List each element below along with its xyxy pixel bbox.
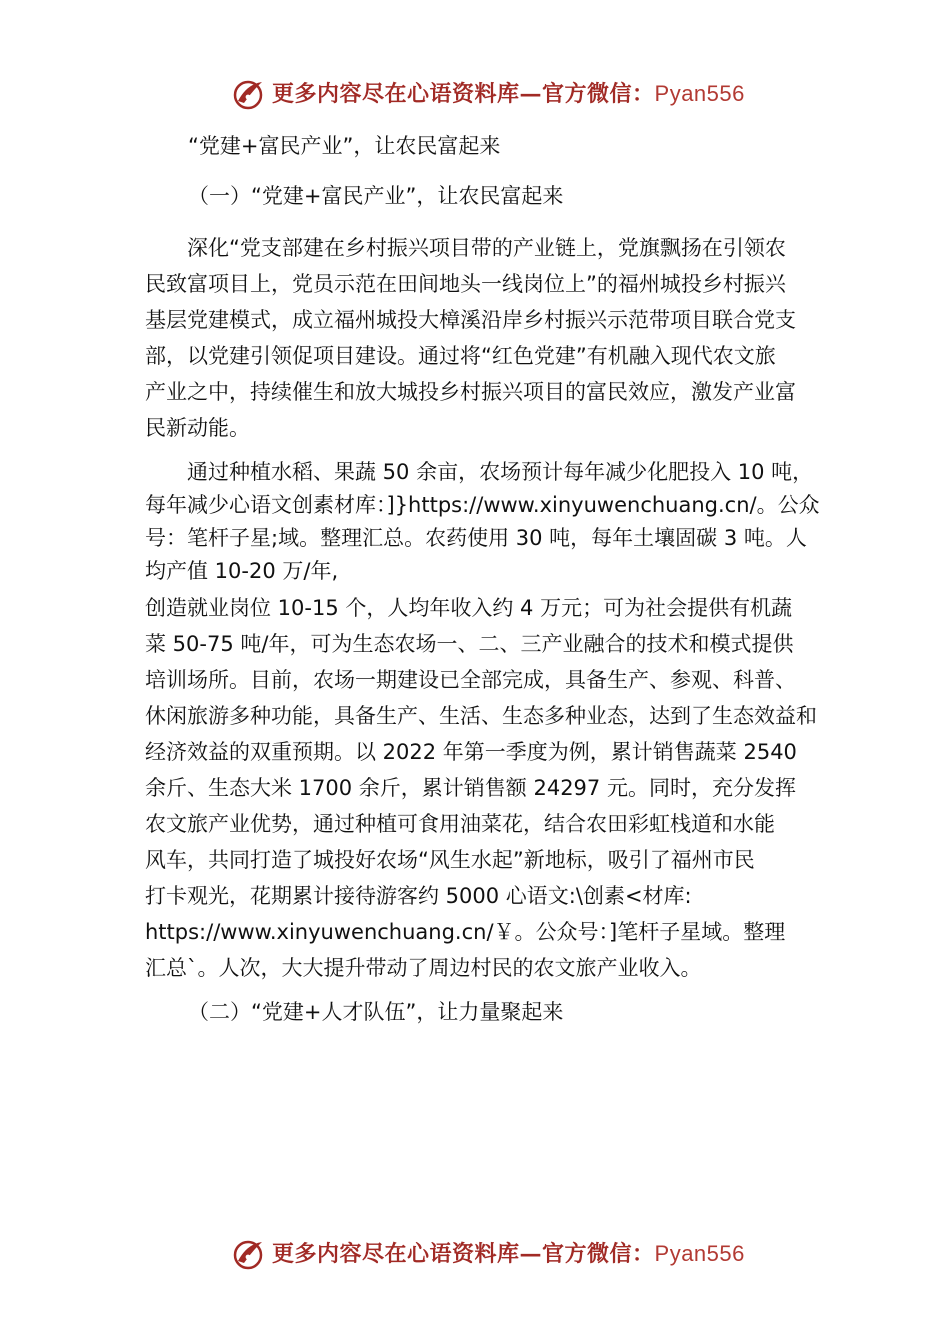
- section-heading-2: （二）“党建+人才队伍”，让力量聚起来: [188, 1000, 564, 1024]
- paragraph-line: 农文旅产业优势，通过种植可食用油菜花，结合农田彩虹栈道和水能: [145, 812, 775, 836]
- document-title: “党建+富民产业”，让农民富起来: [188, 134, 501, 158]
- paragraph-line: 部，以党建引领促项目建设。通过将“红色党建”有机融入现代农文旅: [145, 344, 776, 368]
- paragraph-line: 培训场所。目前，农场一期建设已全部完成，具备生产、参观、科普、: [145, 668, 796, 692]
- paragraph-2: [145, 456, 835, 588]
- watermark-text: 更多内容尽在心语资料库—官方微信：Pyan556: [272, 81, 745, 107]
- paragraph-line: 均产值 10-20 万/年,: [145, 559, 339, 583]
- brush-logo-icon: [229, 76, 267, 112]
- paragraph-line: 余斤、生态大米 1700 余斤，累计销售额 24297 元。同时，充分发挥: [145, 776, 796, 800]
- paragraph-line: 每年减少心语文创素材库：]}https://www.xinyuwenchuang.cn/。公众: [145, 493, 820, 517]
- brush-logo-icon: [229, 1236, 267, 1272]
- paragraph-line: 休闲旅游多种功能，具备生产、生活、生态多种业态，达到了生态效益和: [145, 704, 817, 728]
- paragraph-line: 打卡观光，花期累计接待游客约 5000 心语文:\创素<材库:: [145, 884, 692, 908]
- paragraph-line: 通过种植水稻、果蔬 50 余亩，农场预计每年减少化肥投入 10 吨，: [187, 460, 814, 484]
- paragraph-line: 号：笔杆子星;域。整理汇总。农药使用 30 吨，每年土壤固碳 3 吨。人: [145, 526, 807, 550]
- paragraph-line: 汇总`。人次，大大提升带动了周边村民的农文旅产业收入。: [145, 956, 702, 980]
- paragraph-line: 民新动能。: [145, 416, 250, 440]
- wechat-id: Pyan556: [654, 1241, 745, 1266]
- paragraph-line: 深化“党支部建在乡村振兴项目带的产业链上，党旗飘扬在引领农: [187, 236, 786, 260]
- section-heading-1: （一）“党建+富民产业”，让农民富起来: [188, 184, 564, 208]
- paragraph-1: [145, 230, 835, 446]
- paragraph-line: 创造就业岗位 10-15 个，人均年收入约 4 万元；可为社会提供有机蔬: [145, 596, 793, 620]
- paragraph-line: 风车，共同打造了城投好农场“风生水起”新地标，吸引了福州市民: [145, 848, 755, 872]
- wechat-id: Pyan556: [654, 81, 745, 106]
- paragraph-line: 基层党建模式，成立福州城投大樟溪沿岸乡村振兴示范带项目联合党支: [145, 308, 796, 332]
- paragraph-line: 产业之中，持续催生和放大城投乡村振兴项目的富民效应，激发产业富: [145, 380, 796, 404]
- paragraph-3: [145, 590, 835, 986]
- paragraph-line: 经济效益的双重预期。以 2022 年第一季度为例，累计销售蔬菜 2540: [145, 740, 797, 764]
- paragraph-line: 菜 50-75 吨/年，可为生态农场一、二、三产业融合的技术和模式提供: [145, 632, 794, 656]
- paragraph-line: 民致富项目上，党员示范在田间地头一线岗位上”的福州城投乡村振兴: [145, 272, 786, 296]
- footer-watermark-banner: [0, 1232, 950, 1276]
- paragraph-line: https://www.xinyuwenchuang.cn/￥。公众号：]笔杆子星域。整理: [145, 920, 786, 944]
- watermark-text: 更多内容尽在心语资料库—官方微信：Pyan556: [272, 1241, 745, 1267]
- header-watermark-banner: [0, 72, 950, 116]
